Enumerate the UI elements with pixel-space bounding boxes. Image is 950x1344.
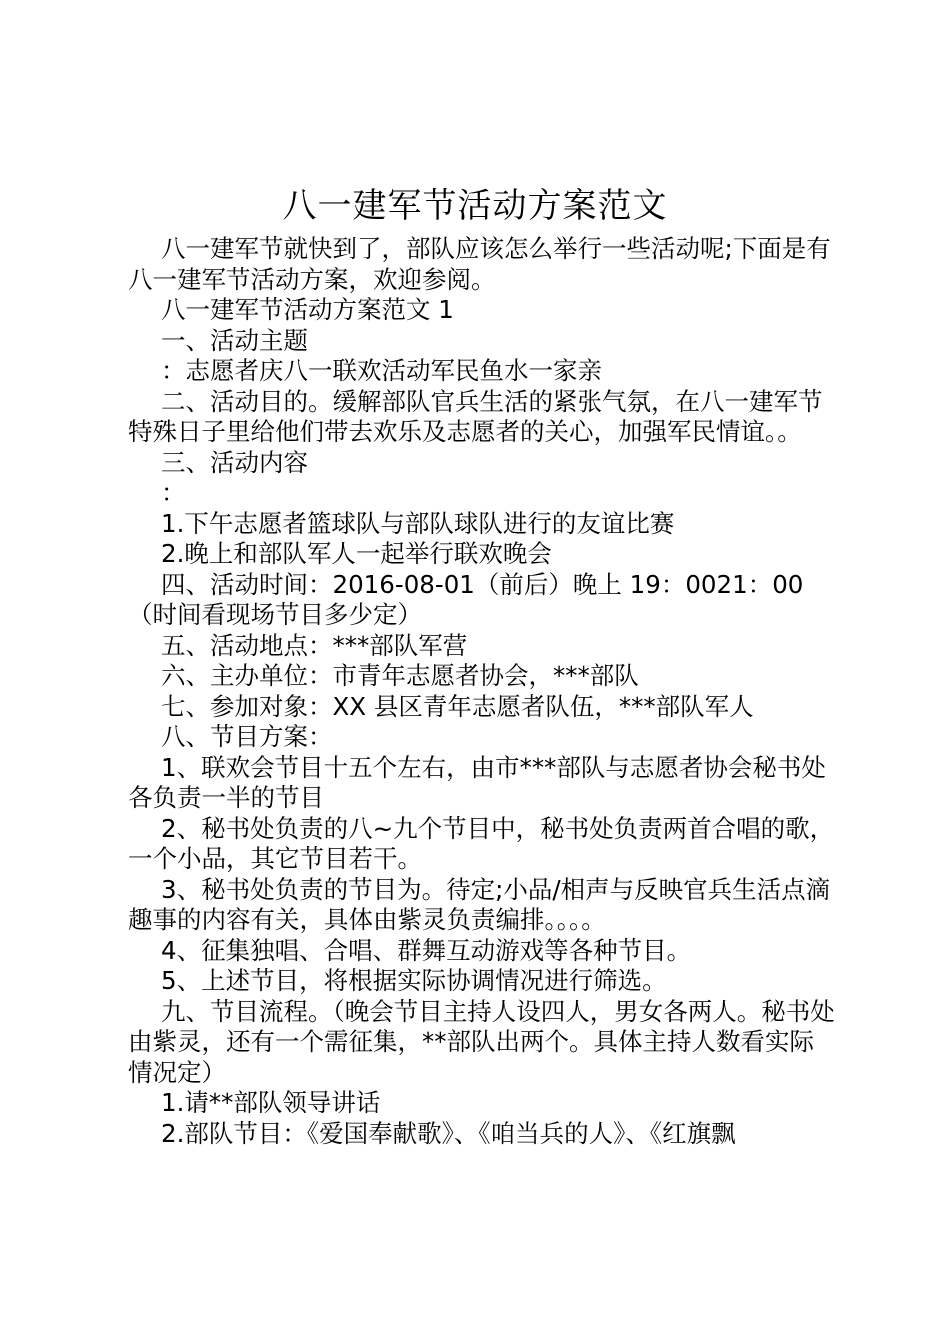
paragraph-theme: ：志愿者庆八一联欢活动军民鱼水一家亲 — [161, 356, 602, 385]
paragraph-flow-item-1: 1.请**部队领导讲话 — [161, 1088, 381, 1117]
paragraph-program-item-3: 3、秘书处负责的节目为。待定;小品/相声与反映官兵生活点滴趣事的内容有关，具体由紫灵负责编排。。。。 — [128, 874, 831, 934]
paragraph-participants: 七、参加对象：XX 县区青年志愿者队伍，***部队军人 — [161, 691, 754, 721]
paragraph-time: 四、活动时间：2016-08-01（前后）晚上 19：0021：00（时间看现场节目多少定） — [128, 569, 804, 629]
paragraph-program-item-5: 5、上述节目，将根据实际协调情况进行筛选。 — [161, 966, 667, 995]
document-title: 八一建军节活动方案范文 — [282, 186, 668, 226]
paragraph-program-item-4: 4、征集独唱、合唱、群舞互动游戏等各种节目。 — [161, 935, 692, 965]
paragraph-intro: 八一建军节就快到了，部队应该怎么举行一些活动呢;下面是有八一建军节活动方案，欢迎参阅。 — [128, 234, 831, 294]
paragraph-purpose: 二、活动目的。缓解部队官兵生活的紧张气氛，在八一建军节特殊日子里给他们带去欢乐及志愿者的关心，加强军民情谊。。 — [128, 386, 823, 446]
paragraph-flow-item-2: 2.部队节目：《爱国奉献歌》、《咱当兵的人》、《红旗飘 — [161, 1118, 736, 1148]
paragraph-content-heading: 三、活动内容 — [161, 447, 308, 477]
paragraph-organizer: 六、主办单位：市青年志愿者协会，***部队 — [161, 661, 639, 690]
paragraph-content-item-1: 1.下午志愿者篮球队与部队球队进行的友谊比赛 — [161, 508, 675, 538]
document-body — [128, 234, 838, 1149]
paragraph-flow: 九、节目流程。（晚会节目主持人设四人，男女各两人。秘书处由紫灵，还有一个需征集，**部队出两个。具体主持人数看实际情况定） — [128, 996, 835, 1087]
paragraph-location: 五、活动地点：***部队军营 — [161, 630, 468, 660]
paragraph-program-item-1: 1、联欢会节目十五个左右，由市***部队与志愿者协会秘书处各负责一半的节目 — [128, 752, 826, 812]
paragraph-program-heading: 八、节目方案： — [161, 722, 333, 751]
paragraph-section-heading: 八一建军节活动方案范文 1 — [161, 295, 454, 324]
paragraph-program-item-2: 2、秘书处负责的八~九个节目中，秘书处负责两首合唱的歌，一个小品，其它节目若干。 — [128, 813, 835, 873]
paragraph-content-item-2: 2.晚上和部队军人一起举行联欢晚会 — [161, 539, 552, 568]
paragraph-content-colon: ： — [161, 478, 186, 507]
paragraph-theme-heading: 一、活动主题 — [161, 325, 308, 355]
